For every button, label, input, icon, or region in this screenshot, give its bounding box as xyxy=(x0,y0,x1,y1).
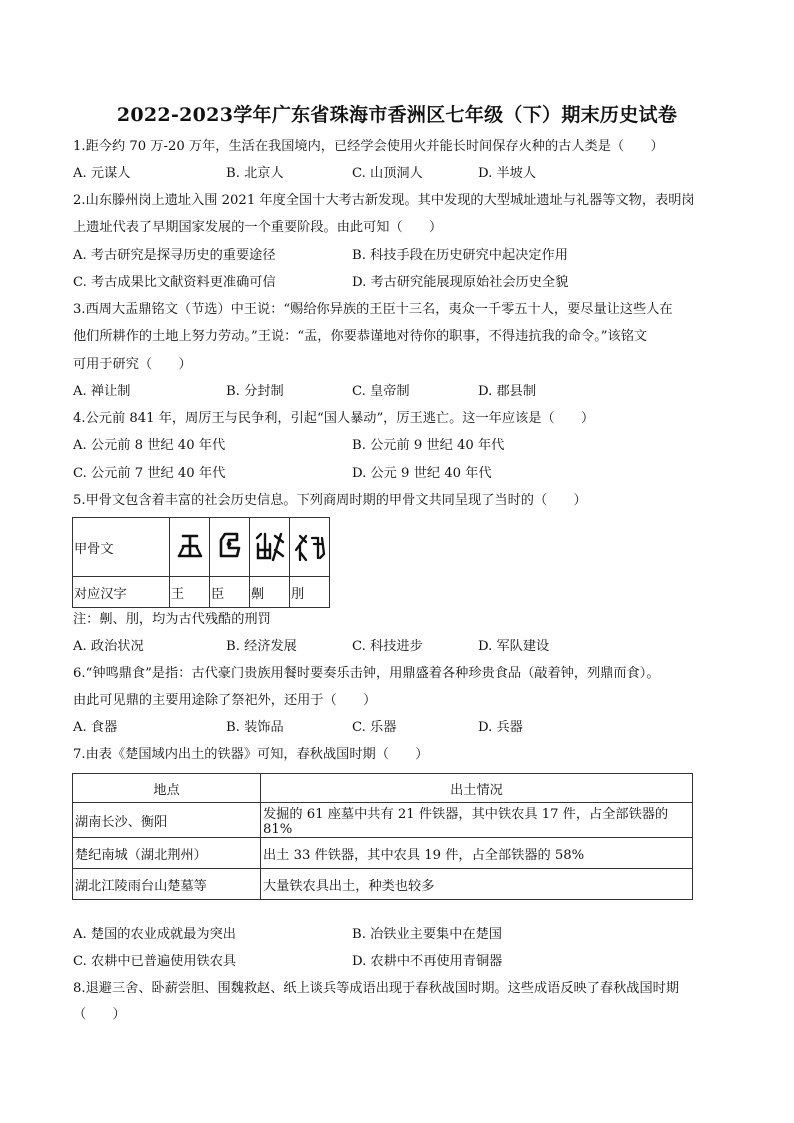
question-4-stem: 4.公元前 841 年，周厉王与民争利，引起“国人暴动”，厉王逃亡。这一年应该是（ ） xyxy=(73,411,595,426)
q2-option-a: A. 考古研究是探寻历史的重要途径 xyxy=(73,248,276,263)
q5-option-a: A. 政治状况 xyxy=(73,639,144,654)
table-cell-finds: 发掘的 61 座墓中共有 21 件铁器，其中铁农具 17 件，占全部铁器的 81% xyxy=(261,803,693,838)
q7-option-b: B. 冶铁业主要集中在楚国 xyxy=(352,927,502,942)
q4-option-b: B. 公元前 9 世纪 40 年代 xyxy=(352,438,505,453)
q1-option-c: C. 山顶洞人 xyxy=(352,166,423,181)
table-cell-place: 湖南长沙、衡阳 xyxy=(73,803,261,838)
table-row xyxy=(73,803,693,838)
q7-option-c: C. 农耕中已普遍使用铁农具 xyxy=(73,954,237,969)
hanzi-wang: 王 xyxy=(170,577,210,608)
question-2-stem-line2: 上遗址代表了早期国家发展的一个重要阶段。由此可知（ ） xyxy=(73,220,443,235)
q2-option-c: C. 考古成果比文献资料更准确可信 xyxy=(73,275,276,290)
q3-option-a: A. 禅让制 xyxy=(73,384,131,399)
table-row xyxy=(73,838,693,869)
hanzi-yi: 劓 xyxy=(250,577,290,608)
q2-option-d: D. 考古研究能展现原始社会历史全貌 xyxy=(352,275,569,290)
oracle-row-label: 甲骨文 xyxy=(73,518,170,577)
q6-option-b: B. 装饰品 xyxy=(226,720,284,735)
question-3-stem-line1: 3.西周大盂鼎铭文（节选）中王说：“赐给你异族的王臣十三名，夷众一千零五十人，要尽量让这些人在 xyxy=(73,302,673,317)
q6-option-d: D. 兵器 xyxy=(478,720,523,735)
question-2-stem-line1: 2.山东滕州岗上遗址入围 2021 年度全国十大考古新发现。其中发现的大型城址遗址与礼器等文物，表明岗 xyxy=(73,193,695,208)
page-title: 2022-2023学年广东省珠海市香洲区七年级（下）期末历史试卷 xyxy=(116,104,678,126)
q4-option-a: A. 公元前 8 世纪 40 年代 xyxy=(73,438,226,453)
q7-option-d: D. 农耕中不再使用青铜器 xyxy=(352,954,503,969)
question-5-stem: 5.甲骨文包含着丰富的社会历史信息。下列商周时期的甲骨文共同呈现了当时的（ ） xyxy=(73,493,587,508)
q6-option-a: A. 食器 xyxy=(73,720,118,735)
table-cell-finds: 出土 33 件铁器，其中农具 19 件，占全部铁器的 58% xyxy=(261,838,693,869)
q4-option-d: D. 公元 9 世纪 40 年代 xyxy=(352,466,492,481)
table-header-finds: 出土情况 xyxy=(261,774,693,803)
table-header-row xyxy=(73,774,693,803)
oracle-glyph-yi-icon xyxy=(250,518,290,577)
q1-option-a: A. 元谋人 xyxy=(73,166,131,181)
question-3-stem-line2: 他们所耕作的土地上努力劳动。”王说：“盂，你要恭谨地对待你的职事，不得违抗我的命令。”该铭文 xyxy=(73,329,648,344)
q3-option-c: C. 皇帝制 xyxy=(352,384,410,399)
question-6-stem-line1: 6.“钟鸣鼎食”是指：古代豪门贵族用餐时要奏乐击钟，用鼎盛着各种珍贵食品（敲着钟，列鼎而食）。 xyxy=(73,666,660,681)
q5-note: 注：劓、刖，均为古代残酷的刑罚 xyxy=(73,612,271,627)
q2-option-b: B. 科技手段在历史研究中起决定作用 xyxy=(352,248,568,263)
oracle-glyph-chen-icon xyxy=(210,518,250,577)
table-cell-place: 楚纪南城（湖北荆州） xyxy=(73,838,261,869)
q6-option-c: C. 乐器 xyxy=(352,720,397,735)
question-8-stem-line1: 8.退避三舍、卧薪尝胆、围魏救赵、纸上谈兵等成语出现于春秋战国时期。这些成语反映了春秋战国时期 xyxy=(73,981,680,996)
q3-option-d: D. 郡县制 xyxy=(478,384,537,399)
table-header-place: 地点 xyxy=(73,774,261,803)
table-cell-finds: 大量铁农具出土，种类也较多 xyxy=(261,869,693,900)
oracle-glyph-wang-icon xyxy=(170,518,210,577)
question-7-stem: 7.由表《楚国域内出土的铁器》可知，春秋战国时期（ ） xyxy=(73,747,429,762)
oracle-glyph-yue-icon xyxy=(290,518,330,577)
question-1-stem: 1.距今约 70 万-20 万年，生活在我国境内，已经学会使用火并能长时间保存火种的古人类是（ ） xyxy=(73,139,664,154)
q1-option-b: B. 北京人 xyxy=(226,166,284,181)
q3-option-b: B. 分封制 xyxy=(226,384,284,399)
table-cell-place: 湖北江陵雨台山楚墓等 xyxy=(73,869,261,900)
q5-option-b: B. 经济发展 xyxy=(226,639,297,654)
iron-artifacts-table xyxy=(72,773,693,900)
q7-option-a: A. 楚国的农业成就最为突出 xyxy=(73,927,236,942)
hanzi-chen: 臣 xyxy=(210,577,250,608)
table-row xyxy=(73,869,693,900)
question-6-stem-line2: 由此可见鼎的主要用途除了祭祀外，还用于（ ） xyxy=(73,693,377,708)
question-8-stem-line2: （ ） xyxy=(73,1007,126,1022)
oracle-hanzi-label: 对应汉字 xyxy=(73,577,170,608)
oracle-bone-table xyxy=(72,517,330,608)
q4-option-c: C. 公元前 7 世纪 40 年代 xyxy=(73,466,226,481)
question-3-stem-line3: 可用于研究（ ） xyxy=(73,357,192,372)
hanzi-yue: 刖 xyxy=(290,577,330,608)
q5-option-d: D. 军队建设 xyxy=(478,639,550,654)
q1-option-d: D. 半坡人 xyxy=(478,166,537,181)
q5-option-c: C. 科技进步 xyxy=(352,639,423,654)
